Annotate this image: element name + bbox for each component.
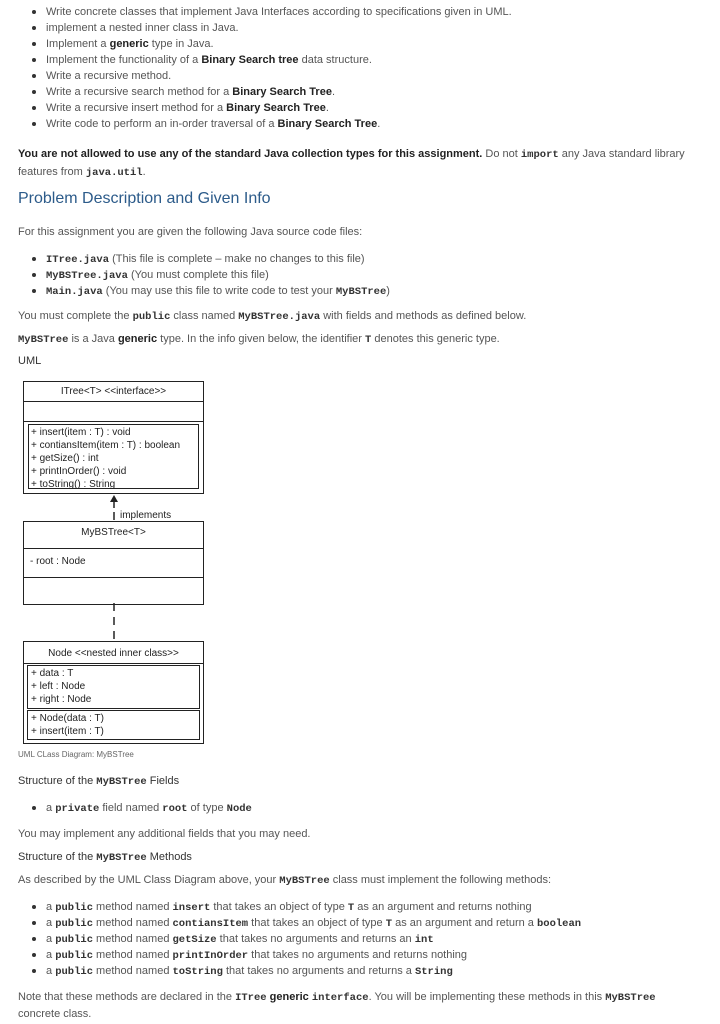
itree-class-box <box>23 381 204 494</box>
node-field: + left : Node <box>31 681 86 692</box>
node-fields-compartment <box>27 665 200 709</box>
mybstree-title: MyBSTree<T> <box>81 527 146 538</box>
generic-note: MyBSTree is a Java generic type. In the info given below, the identifier T denotes this generic type. <box>18 333 500 346</box>
itree-method: + contiansItem(item : T) : boolean <box>31 440 181 451</box>
additional-fields-note: You may implement any additional fields that you may need. <box>18 828 311 840</box>
list-item: Write a recursive method. <box>32 68 512 84</box>
list-item: Main.java (You may use this file to write code to test your MyBSTree) <box>32 283 390 299</box>
node-method: + insert(item : T) <box>31 726 104 737</box>
list-item: Write code to perform an in-order traversal of a Binary Search Tree. <box>32 116 512 132</box>
list-item: Write a recursive insert method for a Binary Search Tree. <box>32 100 512 116</box>
node-field: + right : Node <box>31 694 92 705</box>
list-item: a public method named getSize that takes no arguments and returns an int <box>32 931 581 947</box>
list-item: Write a recursive search method for a Binary Search Tree. <box>32 84 512 100</box>
list-item: MyBSTree.java (You must complete this file) <box>32 267 390 283</box>
itree-method: + printInOrder() : void <box>31 466 127 477</box>
interface-note: Note that these methods are declared in the ITree generic interface. You will be implementing these methods in this MyBSTree concrete class. <box>18 991 656 1020</box>
given-intro: For this assignment you are given the following Java source code files: <box>18 226 363 238</box>
node-field: + data : T <box>31 668 74 679</box>
uml-label: UML <box>18 355 42 367</box>
mybstree-field: - root : Node <box>30 556 86 567</box>
list-item: a public method named printInOrder that takes no arguments and returns nothing <box>32 947 581 963</box>
list-item: Implement a generic type in Java. <box>32 36 512 52</box>
diagram-caption: UML CLass Diagram: MyBSTree <box>18 750 134 759</box>
node-method: + Node(data : T) <box>31 713 104 724</box>
mybstree-class-box <box>23 521 204 605</box>
methods-list <box>32 899 581 979</box>
itree-method: + toString() : String <box>31 479 116 490</box>
list-item: implement a nested inner class in Java. <box>32 20 512 36</box>
list-item: a private field named root of type Node <box>32 800 252 816</box>
section-heading: Problem Description and Given Info <box>18 190 271 207</box>
methods-heading: Structure of the MyBSTree Methods <box>18 851 192 864</box>
list-item: a public method named contiansItem that takes an object of type T as an argument and return a boolean <box>32 915 581 931</box>
list-item: ITree.java (This file is complete – make no changes to this file) <box>32 251 390 267</box>
nested-connector <box>100 603 130 643</box>
list-item: a public method named toString that takes no arguments and returns a String <box>32 963 581 979</box>
methods-intro: As described by the UML Class Diagram above, your MyBSTree class must implement the following methods: <box>18 874 552 887</box>
list-item: Implement the functionality of a Binary Search tree data structure. <box>32 52 512 68</box>
objectives-list <box>32 4 512 132</box>
implements-label: implements <box>120 510 172 521</box>
list-item: Write concrete classes that implement Java Interfaces according to specifications given in UML. <box>32 4 512 20</box>
list-item: a public method named insert that takes an object of type T as an argument and returns nothing <box>32 899 581 915</box>
itree-method: + insert(item : T) : void <box>31 427 131 438</box>
fields-list <box>32 800 252 816</box>
itree-method: + getSize() : int <box>31 453 99 464</box>
node-class-box <box>23 641 204 744</box>
node-methods-compartment <box>27 710 200 740</box>
fields-heading: Structure of the MyBSTree Fields <box>18 775 180 788</box>
files-list <box>32 251 390 299</box>
restriction-notice: You are not allowed to use any of the standard Java collection types for this assignment. Do not import any Java standard library features from java.util. <box>18 148 685 179</box>
itree-title: ITree<T> <<interface>> <box>60 386 167 397</box>
complete-instruction: You must complete the public class named MyBSTree.java with fields and methods as defined below. <box>18 310 527 323</box>
itree-methods-compartment <box>28 424 199 489</box>
node-title: Node <<nested inner class>> <box>48 648 179 659</box>
